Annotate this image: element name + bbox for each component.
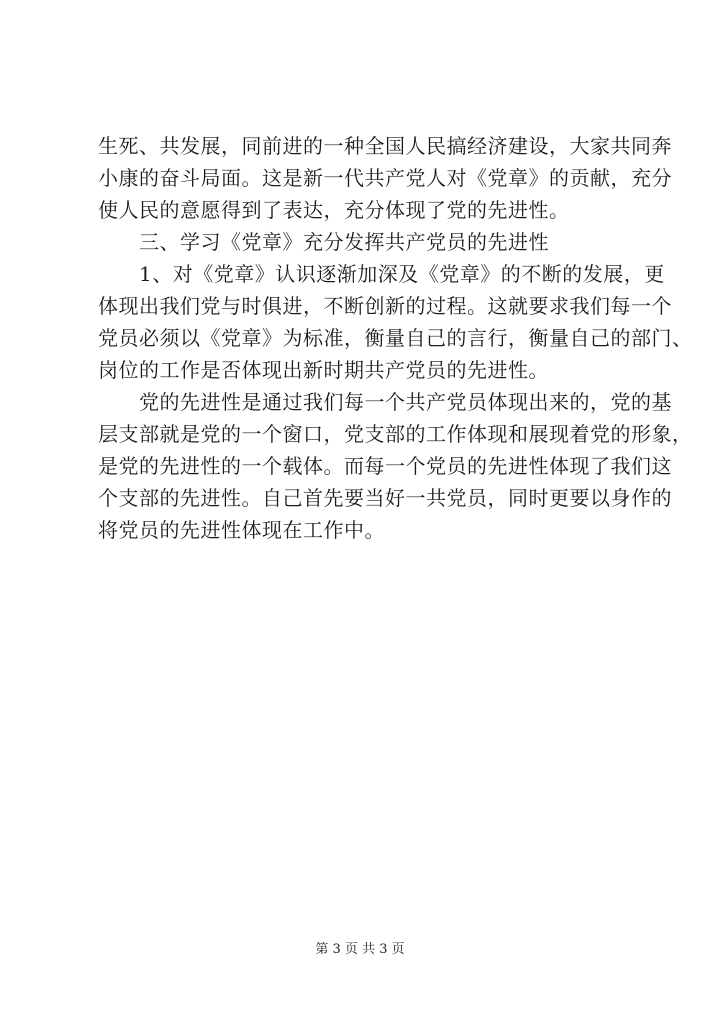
document-body [98, 130, 693, 546]
text-line: 岗位的工作是否体现出新时期共产党员的先进性。 [98, 358, 549, 382]
text-line: 党员必须以《党章》为标准，衡量自己的言行，衡量自己的部门、 [98, 326, 693, 350]
text-line: 层支部就是党的一个窗口，党支部的工作体现和展现着党的形象， [98, 422, 693, 446]
text-line: 体现出我们党与时俱进，不断创新的过程。这就要求我们每一个 [98, 294, 672, 318]
text-line: 个支部的先进性。自己首先要当好一共党员，同时更要以身作的 [98, 486, 672, 510]
text-line: 党的先进性是通过我们每一个共产党员体现出来的，党的基 [98, 390, 672, 414]
text-line: 将党员的先进性体现在工作中。 [98, 518, 385, 542]
text-line: 小康的奋斗局面。这是新一代共产党人对《党章》的贡献，充分 [98, 166, 672, 190]
text-line: 是党的先进性的一个载体。而每一个党员的先进性体现了我们这 [98, 454, 672, 478]
page-number-footer: 第 3 页 共 3 页 [315, 942, 405, 957]
text-line: 使人民的意愿得到了表达，充分体现了党的先进性。 [98, 198, 570, 222]
section-heading: 三、学习《党章》充分发挥共产党员的先进性 [98, 230, 549, 254]
text-line: 1、对《党章》认识逐渐加深及《党章》的不断的发展，更 [98, 262, 665, 286]
text-line: 生死、共发展，同前进的一种全国人民搞经济建设，大家共同奔 [98, 134, 672, 158]
